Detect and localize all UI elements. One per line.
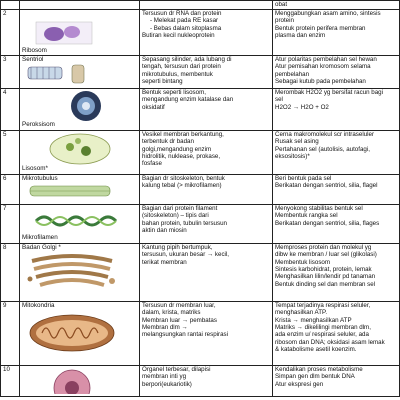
table-row xyxy=(1,88,400,130)
function-line: Berikatan dengan sentriol, silia, flagel xyxy=(275,182,378,190)
mitochondria-illustration xyxy=(22,309,122,357)
function-cell xyxy=(273,365,400,396)
function-line: Pertahanan sel (autolisis, autofagi, xyxy=(275,145,370,153)
structure-line: Bagian dari protein filament xyxy=(142,204,218,212)
function-line: Bentuk dinding sel dan membran sel xyxy=(275,280,376,288)
function-line: Bentuk protein perifera membran xyxy=(275,24,366,32)
structure-line: (sitoskeleton) – tipis dari xyxy=(142,212,209,220)
table-row xyxy=(1,130,400,174)
table-row xyxy=(1,301,400,365)
row-number: 10 xyxy=(1,365,20,396)
structure-cell xyxy=(140,174,273,204)
organelle-name: Sentriol xyxy=(22,56,44,63)
microfilament-illustration xyxy=(34,211,129,231)
structure-line: tengah, tersusun dari protein xyxy=(142,63,221,71)
function-cell xyxy=(273,204,400,243)
structure-line: mikrotubulus, membentuk xyxy=(142,70,213,78)
structure-cell xyxy=(140,1,273,10)
organelle-cell xyxy=(20,301,140,365)
function-line: Beri bentuk pada sel xyxy=(275,174,332,182)
row-number: 5 xyxy=(1,130,20,174)
function-cell xyxy=(273,10,400,56)
function-line: menghasilkan ATP. xyxy=(275,309,328,317)
structure-line: Sepasang silinder, ada lubang di xyxy=(142,56,232,63)
function-cell xyxy=(273,1,400,10)
organelle-cell xyxy=(20,10,140,56)
structure-line: seperti bintang xyxy=(142,78,183,86)
structure-cell xyxy=(140,56,273,89)
table-row xyxy=(1,204,400,243)
structure-cell xyxy=(140,10,273,56)
organelle-cell xyxy=(20,365,140,396)
organelle-name: Badan Golgi * xyxy=(22,243,61,251)
function-cell xyxy=(273,56,400,89)
function-line: Memproses protein dan molekul yg xyxy=(275,243,372,251)
row-number: 4 xyxy=(1,88,20,130)
table-row xyxy=(1,174,400,204)
function-line: plasma dan enzim xyxy=(275,32,326,40)
organelle-name: Lisosom* xyxy=(22,165,48,173)
function-line: obat xyxy=(275,1,288,8)
function-line: Atur ekspresi gen xyxy=(275,380,324,388)
organelle-cell xyxy=(20,56,140,89)
function-line: Membentuk lisosom xyxy=(275,258,331,266)
table-row xyxy=(1,1,400,10)
row-number xyxy=(1,1,20,10)
structure-line: kalung tebal (> mikrofilamen) xyxy=(142,182,222,190)
organelle-cell xyxy=(20,130,140,174)
function-line: Matriks → dikelilingi membran dlm, xyxy=(275,324,371,332)
structure-line: - Bebas dalam sitoplasma xyxy=(150,24,222,32)
organelle-cell xyxy=(20,174,140,204)
row-number: 8 xyxy=(1,243,20,301)
organelle-name: Peroksisom xyxy=(22,121,55,129)
function-line: Tempat terjadinya respirasi seluler, xyxy=(275,301,371,309)
structure-line: Bagian dr sitoskeleton, bentuk xyxy=(142,174,225,182)
organelle-name: Ribosom xyxy=(22,46,47,54)
organelle-cell xyxy=(20,1,140,10)
function-cell xyxy=(273,174,400,204)
structure-line: Butiran kecil nukleoprotein xyxy=(142,32,215,40)
structure-line: fosfase xyxy=(142,160,162,168)
structure-line: melangsungkan rantai respirasi xyxy=(142,331,228,339)
function-line: Kendalikan proses metabolisme xyxy=(275,365,363,373)
structure-line: hidrolitik, nuklease, prokase, xyxy=(142,153,221,161)
microtubule-illustration xyxy=(22,182,122,200)
structure-cell xyxy=(140,88,273,130)
function-line: pembelahan xyxy=(275,70,310,78)
function-cell xyxy=(273,88,400,130)
structure-line: - Melekat pada RE kasar xyxy=(150,17,219,25)
function-line: & katabolisme asetil koenzim. xyxy=(275,346,357,354)
function-line: Menyokong stabilitas bentuk sel xyxy=(275,204,363,212)
structure-line: Vesikel membran berkantung, xyxy=(142,130,224,138)
function-line: Menggabungkan asam amino, sintesis xyxy=(275,10,381,17)
row-number: 3 xyxy=(1,56,20,89)
organelle-name: Mitokondria xyxy=(22,301,55,309)
structure-line: berpori(eukariotik) xyxy=(142,380,192,388)
table-row xyxy=(1,10,400,56)
function-line: ada enzim u/ respirasi seluler, ada xyxy=(275,331,369,339)
function-line: sel xyxy=(275,96,283,104)
function-line: Merombak H2O2 yg bersifat racun bagi xyxy=(275,88,383,96)
structure-line: membran inti yg xyxy=(142,373,187,381)
structure-cell xyxy=(140,301,273,365)
structure-line: Kantung pipih bertumpuk, xyxy=(142,243,213,251)
structure-line: terbentuk dr badan xyxy=(142,138,194,146)
function-line: Rusak sel asing xyxy=(275,138,319,146)
organelle-cell xyxy=(20,243,140,301)
table-row xyxy=(1,56,400,89)
structure-line: Organel terbesar, dilapisi xyxy=(142,365,211,373)
function-cell xyxy=(273,130,400,174)
structure-cell xyxy=(140,365,273,396)
organelle-name: Mikrofilamen xyxy=(22,234,58,242)
structure-line: mengandung enzim katalase dan xyxy=(142,96,234,104)
structure-line: Membran luar → pembatas xyxy=(142,316,217,324)
function-line: Krista → menghasilkan ATP xyxy=(275,316,352,324)
peroxisome-illustration xyxy=(56,90,126,122)
function-line: Sintesis karbohidrat, protein, lemak xyxy=(275,266,372,274)
row-number: 6 xyxy=(1,174,20,204)
function-line: Menghasilkan lilin/lendir pd tanaman xyxy=(275,273,376,281)
function-cell xyxy=(273,243,400,301)
structure-cell xyxy=(140,204,273,243)
structure-cell xyxy=(140,130,273,174)
organelle-cell xyxy=(20,88,140,130)
structure-line: golgi,mengandung enzim xyxy=(142,145,212,153)
structure-line: Tersusun dr membran luar, xyxy=(142,301,216,309)
table-row xyxy=(1,243,400,301)
function-line: Cerna makromolekul scr intraseluler xyxy=(275,130,375,138)
function-line: H2O2 → H2O + O2 xyxy=(275,103,329,111)
function-line: Atur polaritas pembelahan sel hewan xyxy=(275,56,377,63)
structure-cell xyxy=(140,243,273,301)
function-line: protein xyxy=(275,17,294,25)
function-line: dibw ke membran / luar sel (glikolasi) xyxy=(275,251,377,259)
centriole-illustration xyxy=(22,63,122,85)
function-line: ribosom dan DNA; oksidasi asam lemak xyxy=(275,338,385,346)
structure-line: oksidatif xyxy=(142,103,165,111)
structure-line: tersusun, ukuran besar → kecil, xyxy=(142,251,230,259)
organelle-name: Mikrotubulus xyxy=(22,174,58,182)
function-line: Simpan gen dlm bentuk DNA xyxy=(275,373,355,381)
function-line: Berikatan dengan sentriol, silia, flages xyxy=(275,219,380,227)
function-line: eksositosis)* xyxy=(275,153,310,161)
row-number: 7 xyxy=(1,204,20,243)
function-line: Membentuk rangka sel xyxy=(275,212,338,220)
row-number: 2 xyxy=(1,10,20,56)
row-number: 9 xyxy=(1,301,20,365)
golgi-illustration xyxy=(22,251,122,295)
ribosome-illustration xyxy=(34,18,94,48)
structure-line: Bentuk seperti lisosom, xyxy=(142,88,206,96)
function-cell xyxy=(273,301,400,365)
structure-line: bahan protein, tubulin tersusun xyxy=(142,219,227,227)
structure-line: dalam, krista, matriks xyxy=(142,309,201,317)
table-row xyxy=(1,365,400,396)
structure-line: aktin dan miosin xyxy=(142,227,187,235)
lysosome-illustration xyxy=(40,133,120,165)
structure-line: terikat membran xyxy=(142,258,187,266)
structure-line: Tersusun dr RNA dan protein xyxy=(142,10,222,17)
nucleus-illustration xyxy=(22,366,122,394)
function-line: Atur pemisahan kromosom selama xyxy=(275,63,371,71)
organelle-cell xyxy=(20,204,140,243)
function-line: Sebagai kutub pada pembelahan xyxy=(275,78,366,86)
structure-line: Membran dlm → xyxy=(142,324,188,332)
